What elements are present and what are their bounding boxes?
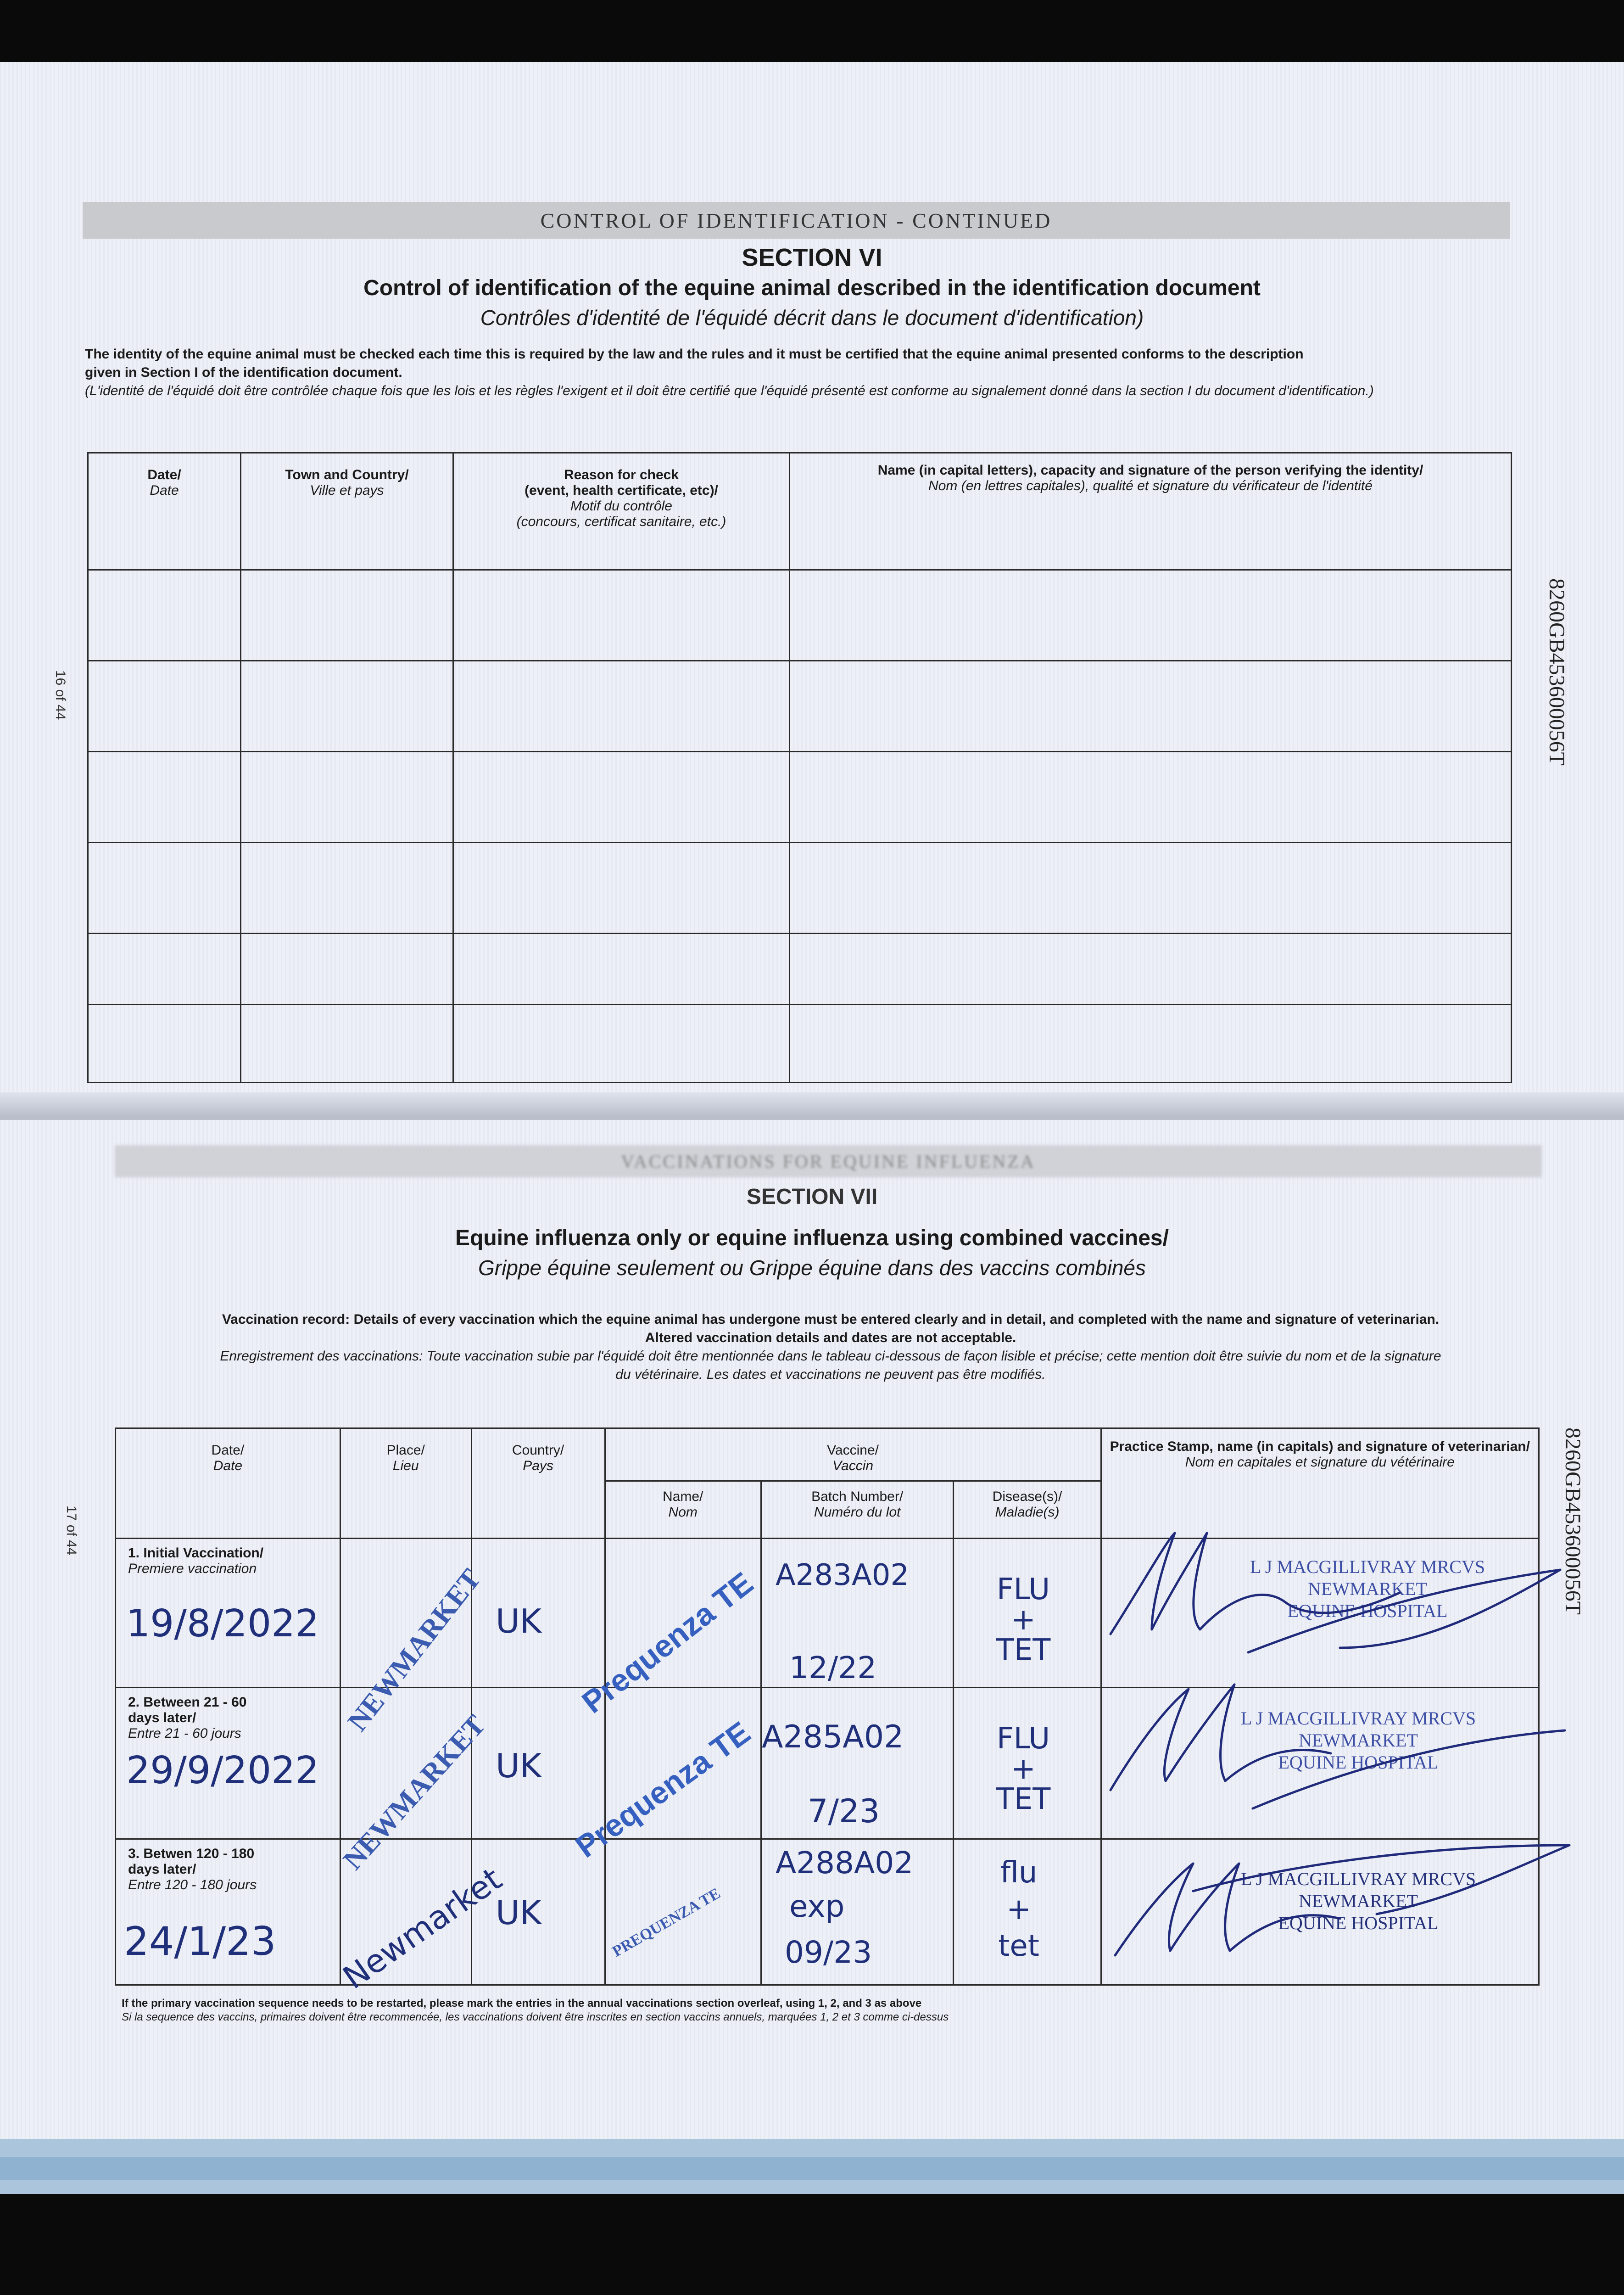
col-date: Date/ Date: [116, 1428, 340, 1539]
section7-intro: [115, 1310, 1546, 1384]
section7-footer-fr: Si la sequence des vaccins, primaires doivent être recommencée, les vaccinations doivent être inscrites en section vaccins annuels, marquées 1, 2 et 3 comme ci-dessus: [122, 2011, 949, 2023]
col-place: Place/ Lieu: [340, 1428, 471, 1539]
row3-batch-exp-label-handwritten: exp: [789, 1889, 845, 1924]
table-row[interactable]: [88, 752, 1512, 843]
row3-diseases-handwritten: flu + tet: [998, 1856, 1039, 1963]
section7-intro-fr-2: du vétérinaire. Les dates et vaccinations ne peuvent pas être modifiés.: [615, 1367, 1046, 1382]
col-diseases: Disease(s)/ Maladie(s): [954, 1481, 1101, 1539]
col-date: Date/ Date: [88, 453, 241, 570]
section7-footer: [122, 1997, 1544, 2024]
col-name-signature: Name (in capital letters), capacity and signature of the person verifying the identity/ Nom (en lettres capitales), qualité et signature du vérificateur de l'identité: [790, 453, 1512, 570]
section7-banner: VACCINATIONS FOR EQUINE INFLUENZA: [115, 1145, 1542, 1177]
side-code-top: 8260GB453600056T: [1545, 578, 1569, 766]
col-town-country: Town and Country/ Ville et pays: [241, 453, 453, 570]
row3-batch-exp-handwritten: 09/23: [785, 1935, 872, 1970]
col-vaccine-name: Name/ Nom: [605, 1481, 761, 1539]
row3-vaccine-stamp: PREQUENZA TE: [609, 1885, 724, 1960]
row1-vet-stamp: L J MACGILLIVRAY MRCVS NEWMARKET EQUINE HOSPITAL: [1250, 1556, 1485, 1621]
section7-intro-en-1: Vaccination record: Details of every vaccination which the equine animal has undergone must be entered clearly and in detail, and completed with the name and signature of veterinarian.: [222, 1312, 1440, 1327]
vaccination-row-1[interactable]: 1. Initial Vaccination/ Premiere vaccination: [116, 1539, 1539, 1688]
section7-label: SECTION VII: [746, 1185, 878, 1209]
section7-intro-fr-1: Enregistrement des vaccinations: Toute vaccination subie par l'équidé doit être mentionnée dans le tableau ci-dessous de façon lisible et précise; cette mention doit être suivie du nom et de la signature: [220, 1349, 1441, 1364]
row2-date-handwritten: 29/9/2022: [126, 1749, 319, 1792]
section7-title-fr: Grippe équine seulement ou Grippe équine dans des vaccins combinés: [478, 1256, 1146, 1280]
section7-footer-en: If the primary vaccination sequence needs to be restarted, please mark the entries in the annual vaccinations section overleaf, using 1, 2, and 3 as above: [122, 1997, 922, 2010]
section6-intro-fr: (L'identité de l'équidé doit être contrôlée chaque fois que les lois et les règles l'exigent et il doit être certifié que l'équidé présenté est conforme au signalement donné dans la section I du document d'identification.): [85, 383, 1374, 398]
col-practice-stamp: Practice Stamp, name (in capitals) and signature of veterinarian/ Nom en capitales et signature du vétérinaire: [1101, 1428, 1539, 1539]
vet-signatures: [1101, 1515, 1583, 1997]
row2-place-stamp: NEWMARKET: [337, 1709, 492, 1876]
row1-batch-handwritten: A283A02: [776, 1558, 910, 1592]
section6-identity-table: [87, 452, 1512, 1083]
row2-vet-stamp: L J MACGILLIVRAY MRCVS NEWMARKET EQUINE HOSPITAL: [1240, 1708, 1476, 1773]
row1-date-handwritten: 19/8/2022: [126, 1602, 319, 1646]
col-vaccine: Vaccine/ Vaccin: [605, 1428, 1101, 1481]
col-batch-number: Batch Number/ Numéro du lot: [761, 1481, 954, 1539]
col-reason: Reason for check (event, health certificate, etc)/ Motif du contrôle (concours, certificat sanitaire, etc.): [453, 453, 790, 570]
row1-vaccine-stamp: Prequenza TE: [575, 1565, 760, 1720]
section6-title-en: Control of identification of the equine animal described in the identification document: [363, 276, 1261, 300]
section6-intro-en-1: The identity of the equine animal must be checked each time this is required by the law and the rules and it must be certified that the equine animal presented conforms to the description: [85, 347, 1304, 362]
row3-country-handwritten: UK: [496, 1893, 541, 1932]
section7-header-row-1: [116, 1428, 1539, 1481]
table-row[interactable]: [88, 934, 1512, 1005]
table-row[interactable]: [88, 661, 1512, 752]
row1-place-stamp: NEWMARKET: [341, 1563, 487, 1737]
side-code-bottom: 8260GB453600056T: [1561, 1427, 1585, 1615]
section6-intro: [85, 345, 1526, 400]
page-number-16: 16 of 44: [53, 670, 68, 720]
row3-date-handwritten: 24/1/23: [124, 1919, 276, 1965]
section6-header-row: [88, 453, 1512, 570]
table-row[interactable]: [88, 570, 1512, 661]
row3-vet-stamp: L J MACGILLIVRAY MRCVS NEWMARKET EQUINE HOSPITAL: [1240, 1869, 1476, 1933]
row2-batch-handwritten: A285A02: [762, 1719, 904, 1755]
section7-intro-en-2: Altered vaccination details and dates are not acceptable.: [645, 1330, 1016, 1345]
section6-banner: CONTROL OF IDENTIFICATION - CONTINUED: [83, 202, 1510, 239]
row1-diseases-handwritten: FLU + TET: [996, 1573, 1051, 1667]
table-row[interactable]: [88, 843, 1512, 934]
col-country: Country/ Pays: [471, 1428, 605, 1539]
row2-country-handwritten: UK: [496, 1746, 541, 1785]
book-cover-edge-dark: [0, 2157, 1624, 2180]
row2-diseases-handwritten: FLU + TET: [996, 1722, 1051, 1816]
section6-intro-en-2: given in Section I of the identification document.: [85, 365, 402, 380]
row3-batch-handwritten: A288A02: [776, 1845, 914, 1881]
row1-batch-exp-handwritten: 12/22: [789, 1650, 877, 1685]
page-number-17: 17 of 44: [64, 1506, 79, 1556]
row1-country-handwritten: UK: [496, 1602, 541, 1640]
vaccination-row-3[interactable]: 3. Betwen 120 - 180 days later/ Entre 120 - 180 jours: [116, 1839, 1539, 1985]
section6-label: SECTION VI: [742, 244, 882, 271]
row2-batch-exp-handwritten: 7/23: [808, 1792, 880, 1830]
section7-title-en: Equine influenza only or equine influenza using combined vaccines/: [455, 1226, 1169, 1250]
section6-title-fr: Contrôles d'identité de l'équidé décrit dans le document d'identification): [480, 306, 1144, 330]
vaccination-row-2[interactable]: 2. Between 21 - 60 days later/ Entre 21 - 60 jours: [116, 1688, 1539, 1839]
table-row[interactable]: [88, 1005, 1512, 1083]
row2-vaccine-stamp: Prequenza TE: [569, 1715, 757, 1864]
row3-place-handwritten: Newmarket: [336, 1860, 509, 1997]
